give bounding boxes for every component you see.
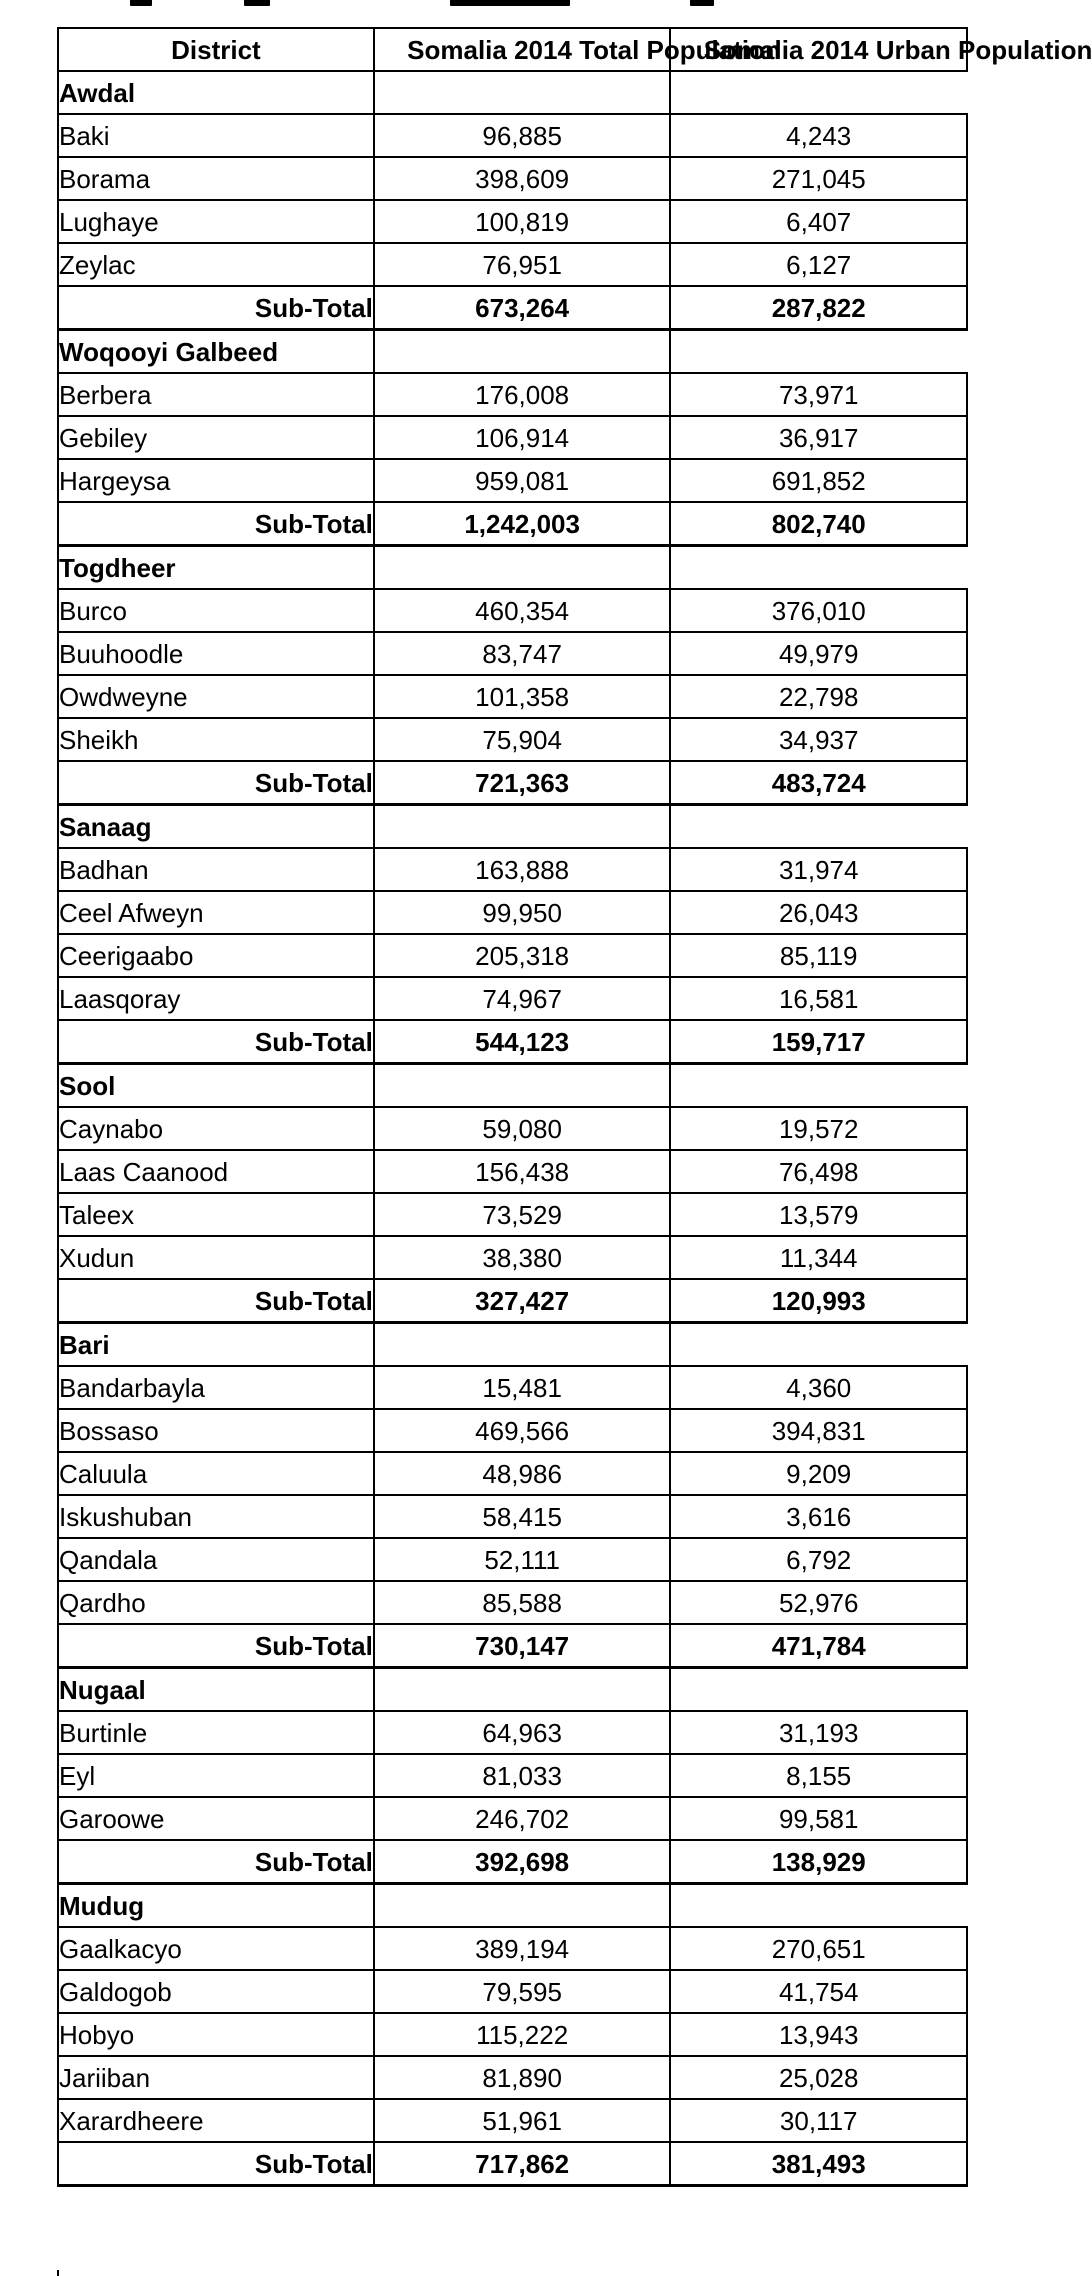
region-name: Togdheer (58, 546, 374, 590)
district-name: Borama (58, 157, 374, 200)
subtotal-total: 730,147 (374, 1624, 671, 1668)
total-population-cell: 398,609 (374, 157, 671, 200)
table-row (58, 675, 967, 718)
district-name: Baki (58, 114, 374, 157)
region-name: Nugaal (58, 1668, 374, 1712)
header-urban-population: Somalia 2014 Urban Population (670, 28, 967, 71)
region-blank (670, 1323, 967, 1367)
district-name: Caluula (58, 1452, 374, 1495)
total-population-cell: 83,747 (374, 632, 671, 675)
table-row (58, 848, 967, 891)
district-name: Laasqoray (58, 977, 374, 1020)
subtotal-row (58, 1020, 967, 1064)
table-row (58, 2013, 967, 2056)
total-population-cell: 205,318 (374, 934, 671, 977)
district-name: Badhan (58, 848, 374, 891)
district-name: Bandarbayla (58, 1366, 374, 1409)
urban-population-cell: 36,917 (670, 416, 967, 459)
urban-population-cell: 6,127 (670, 243, 967, 286)
urban-population-cell: 6,407 (670, 200, 967, 243)
total-population-cell: 115,222 (374, 2013, 671, 2056)
district-name: Jariiban (58, 2056, 374, 2099)
table-row (58, 1797, 967, 1840)
subtotal-row (58, 2142, 967, 2186)
subtotal-total: 1,242,003 (374, 502, 671, 546)
urban-population-cell: 4,243 (670, 114, 967, 157)
region-row (58, 1884, 967, 1928)
urban-population-cell: 6,792 (670, 1538, 967, 1581)
region-blank (670, 71, 967, 114)
urban-population-cell: 13,579 (670, 1193, 967, 1236)
total-population-cell: 389,194 (374, 1927, 671, 1970)
table-row (58, 1366, 967, 1409)
urban-population-cell: 25,028 (670, 2056, 967, 2099)
district-name: Gebiley (58, 416, 374, 459)
subtotal-label: Sub-Total (58, 1279, 374, 1323)
urban-population-cell: 99,581 (670, 1797, 967, 1840)
total-population-cell: 246,702 (374, 1797, 671, 1840)
subtotal-label: Sub-Total (58, 761, 374, 805)
district-name: Lughaye (58, 200, 374, 243)
table-row (58, 2056, 967, 2099)
subtotal-label: Sub-Total (58, 2142, 374, 2186)
region-row (58, 330, 967, 374)
total-population-cell: 163,888 (374, 848, 671, 891)
district-name: Iskushuban (58, 1495, 374, 1538)
region-name: Woqooyi Galbeed (58, 330, 374, 374)
total-population-cell: 73,529 (374, 1193, 671, 1236)
subtotal-label: Sub-Total (58, 1020, 374, 1064)
region-blank (374, 1884, 671, 1928)
urban-population-cell: 11,344 (670, 1236, 967, 1279)
total-population-cell: 79,595 (374, 1970, 671, 2013)
table-row (58, 718, 967, 761)
region-blank (670, 805, 967, 849)
total-population-cell: 51,961 (374, 2099, 671, 2142)
urban-population-cell: 30,117 (670, 2099, 967, 2142)
total-population-cell: 59,080 (374, 1107, 671, 1150)
region-blank (670, 1884, 967, 1928)
subtotal-urban: 287,822 (670, 286, 967, 330)
total-population-cell: 81,890 (374, 2056, 671, 2099)
urban-population-cell: 19,572 (670, 1107, 967, 1150)
urban-population-cell: 31,193 (670, 1711, 967, 1754)
district-name: Ceel Afweyn (58, 891, 374, 934)
total-population-cell: 81,033 (374, 1754, 671, 1797)
urban-population-cell: 16,581 (670, 977, 967, 1020)
region-blank (374, 330, 671, 374)
subtotal-urban: 138,929 (670, 1840, 967, 1884)
total-population-cell: 99,950 (374, 891, 671, 934)
total-population-cell: 176,008 (374, 373, 671, 416)
table-continuation (57, 2270, 65, 2276)
cropped-title-fragment (0, 0, 968, 10)
region-name: Sool (58, 1064, 374, 1108)
table-row (58, 934, 967, 977)
region-blank (670, 546, 967, 590)
table-row (58, 2099, 967, 2142)
subtotal-total: 721,363 (374, 761, 671, 805)
region-row (58, 1323, 967, 1367)
urban-population-cell: 49,979 (670, 632, 967, 675)
district-name: Eyl (58, 1754, 374, 1797)
district-name: Ceerigaabo (58, 934, 374, 977)
region-blank (670, 1064, 967, 1108)
district-name: Xudun (58, 1236, 374, 1279)
district-name: Gaalkacyo (58, 1927, 374, 1970)
region-row (58, 1064, 967, 1108)
subtotal-total: 717,862 (374, 2142, 671, 2186)
urban-population-cell: 376,010 (670, 589, 967, 632)
table-row (58, 157, 967, 200)
table-row (58, 1236, 967, 1279)
table-row (58, 1193, 967, 1236)
subtotal-label: Sub-Total (58, 286, 374, 330)
table-row (58, 1970, 967, 2013)
table-row (58, 243, 967, 286)
district-name: Buuhoodle (58, 632, 374, 675)
urban-population-cell: 271,045 (670, 157, 967, 200)
table-row (58, 589, 967, 632)
subtotal-row (58, 1624, 967, 1668)
region-blank (670, 1668, 967, 1712)
total-population-cell: 38,380 (374, 1236, 671, 1279)
header-district: District (58, 28, 374, 71)
region-blank (374, 1668, 671, 1712)
table-row (58, 1581, 967, 1624)
subtotal-row (58, 1840, 967, 1884)
district-name: Zeylac (58, 243, 374, 286)
urban-population-cell: 13,943 (670, 2013, 967, 2056)
subtotal-total: 392,698 (374, 1840, 671, 1884)
table-row (58, 200, 967, 243)
header-row (58, 28, 967, 71)
region-blank (374, 1064, 671, 1108)
district-name: Qardho (58, 1581, 374, 1624)
table-row (58, 459, 967, 502)
district-name: Burtinle (58, 1711, 374, 1754)
total-population-cell: 64,963 (374, 1711, 671, 1754)
total-population-cell: 48,986 (374, 1452, 671, 1495)
region-blank (374, 71, 671, 114)
region-blank (374, 1323, 671, 1367)
total-population-cell: 76,951 (374, 243, 671, 286)
table-row (58, 1107, 967, 1150)
table-row (58, 1754, 967, 1797)
header-total-population: Somalia 2014 Total Population (374, 28, 671, 71)
urban-population-cell: 8,155 (670, 1754, 967, 1797)
table-row (58, 1452, 967, 1495)
subtotal-total: 327,427 (374, 1279, 671, 1323)
subtotal-urban: 381,493 (670, 2142, 967, 2186)
urban-population-cell: 52,976 (670, 1581, 967, 1624)
subtotal-row (58, 286, 967, 330)
urban-population-cell: 691,852 (670, 459, 967, 502)
subtotal-label: Sub-Total (58, 1840, 374, 1884)
table-row (58, 373, 967, 416)
district-name: Garoowe (58, 1797, 374, 1840)
total-population-cell: 74,967 (374, 977, 671, 1020)
subtotal-label: Sub-Total (58, 1624, 374, 1668)
table-row (58, 416, 967, 459)
population-table (57, 27, 1092, 2187)
total-population-cell: 156,438 (374, 1150, 671, 1193)
district-name: Owdweyne (58, 675, 374, 718)
district-name: Sheikh (58, 718, 374, 761)
district-name: Hobyo (58, 2013, 374, 2056)
table-row (58, 1409, 967, 1452)
table-row (58, 977, 967, 1020)
urban-population-cell: 85,119 (670, 934, 967, 977)
urban-population-cell: 31,974 (670, 848, 967, 891)
table-row (58, 1150, 967, 1193)
subtotal-label: Sub-Total (58, 502, 374, 546)
total-population-cell: 469,566 (374, 1409, 671, 1452)
table-body (58, 71, 967, 2186)
total-population-cell: 96,885 (374, 114, 671, 157)
subtotal-total: 544,123 (374, 1020, 671, 1064)
district-name: Hargeysa (58, 459, 374, 502)
table-row (58, 114, 967, 157)
subtotal-urban: 802,740 (670, 502, 967, 546)
table-row (58, 1538, 967, 1581)
subtotal-row (58, 502, 967, 546)
region-blank (374, 805, 671, 849)
region-name: Awdal (58, 71, 374, 114)
urban-population-cell: 73,971 (670, 373, 967, 416)
district-name: Qandala (58, 1538, 374, 1581)
table-row (58, 632, 967, 675)
subtotal-total: 673,264 (374, 286, 671, 330)
total-population-cell: 75,904 (374, 718, 671, 761)
region-row (58, 546, 967, 590)
subtotal-urban: 471,784 (670, 1624, 967, 1668)
subtotal-urban: 120,993 (670, 1279, 967, 1323)
total-population-cell: 100,819 (374, 200, 671, 243)
urban-population-cell: 22,798 (670, 675, 967, 718)
district-name: Bossaso (58, 1409, 374, 1452)
total-population-cell: 101,358 (374, 675, 671, 718)
district-name: Xarardheere (58, 2099, 374, 2142)
subtotal-row (58, 761, 967, 805)
table-row (58, 1927, 967, 1970)
urban-population-cell: 394,831 (670, 1409, 967, 1452)
district-name: Berbera (58, 373, 374, 416)
urban-population-cell: 4,360 (670, 1366, 967, 1409)
subtotal-row (58, 1279, 967, 1323)
total-population-cell: 52,111 (374, 1538, 671, 1581)
district-name: Taleex (58, 1193, 374, 1236)
urban-population-cell: 270,651 (670, 1927, 967, 1970)
district-name: Laas Caanood (58, 1150, 374, 1193)
region-name: Mudug (58, 1884, 374, 1928)
total-population-cell: 460,354 (374, 589, 671, 632)
subtotal-urban: 159,717 (670, 1020, 967, 1064)
region-row (58, 1668, 967, 1712)
table-row (58, 1495, 967, 1538)
urban-population-cell: 34,937 (670, 718, 967, 761)
region-row (58, 805, 967, 849)
district-name: Galdogob (58, 1970, 374, 2013)
subtotal-urban: 483,724 (670, 761, 967, 805)
region-name: Sanaag (58, 805, 374, 849)
total-population-cell: 959,081 (374, 459, 671, 502)
table-row (58, 891, 967, 934)
region-row (58, 71, 967, 114)
urban-population-cell: 3,616 (670, 1495, 967, 1538)
district-name: Burco (58, 589, 374, 632)
district-name: Caynabo (58, 1107, 374, 1150)
total-population-cell: 15,481 (374, 1366, 671, 1409)
region-blank (670, 330, 967, 374)
total-population-cell: 106,914 (374, 416, 671, 459)
region-blank (374, 546, 671, 590)
total-population-cell: 85,588 (374, 1581, 671, 1624)
total-population-cell: 58,415 (374, 1495, 671, 1538)
urban-population-cell: 26,043 (670, 891, 967, 934)
region-name: Bari (58, 1323, 374, 1367)
table-row (58, 1711, 967, 1754)
urban-population-cell: 76,498 (670, 1150, 967, 1193)
urban-population-cell: 9,209 (670, 1452, 967, 1495)
urban-population-cell: 41,754 (670, 1970, 967, 2013)
